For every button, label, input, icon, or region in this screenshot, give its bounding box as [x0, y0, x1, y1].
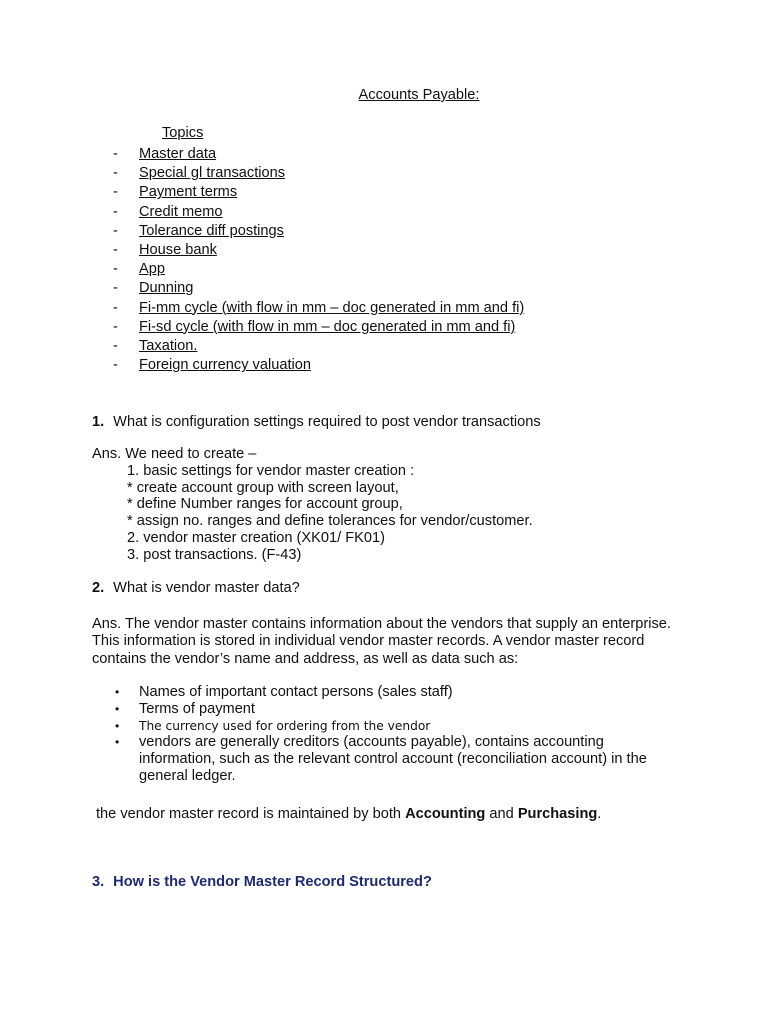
question-text: How is the Vendor Master Record Structured? — [113, 874, 432, 890]
list-item — [0, 718, 679, 735]
answer-line: 2. vendor master creation (XK01/ FK01) — [127, 529, 385, 546]
closing-sentence — [96, 806, 601, 822]
list-item — [0, 701, 679, 718]
dash-marker: - — [113, 222, 118, 239]
question-text: What is configuration settings required to post vendor transactions — [113, 414, 541, 430]
bullet-text: vendors are generally creditors (accounts payable), contains accounting information, such as the relevant control account (reconciliation account) in the general ledger. — [139, 734, 647, 784]
dash-marker: - — [113, 261, 118, 278]
topic-link[interactable]: Special gl transactions — [139, 165, 286, 182]
question-text: What is vendor master data? — [113, 580, 300, 596]
dash-marker: - — [113, 165, 118, 182]
topic-link[interactable]: Dunning — [139, 280, 194, 297]
closing-prefix: the vendor master record is maintained by both — [96, 806, 406, 822]
answer-1 — [92, 446, 533, 564]
question-2 — [92, 580, 300, 596]
question-3 — [92, 874, 432, 890]
topic-link[interactable]: App — [139, 261, 165, 278]
question-1 — [92, 414, 541, 430]
question-number: 2. — [92, 580, 105, 596]
dash-marker: - — [113, 184, 118, 201]
topic-link[interactable]: House bank — [139, 241, 217, 258]
dash-marker: - — [113, 241, 118, 258]
topic-link[interactable]: Master data — [139, 146, 217, 162]
closing-purchasing: Purchasing — [517, 806, 598, 822]
bullet-text: The currency used for ordering from the vendor — [139, 718, 431, 733]
topic-link[interactable]: Taxation. — [139, 337, 198, 354]
answer-2-bullets — [0, 684, 679, 785]
closing-mid: and — [485, 806, 518, 822]
bullet-text: Terms of payment — [139, 700, 255, 717]
dash-marker: - — [113, 203, 118, 220]
question-number: 3. — [92, 874, 105, 890]
dash-marker: - — [113, 280, 118, 297]
list-item — [0, 684, 679, 701]
topics-heading: Topics — [162, 125, 204, 141]
topic-link[interactable]: Foreign currency valuation — [139, 357, 311, 374]
answer-line: * assign no. ranges and define tolerances for vendor/customer. — [127, 513, 533, 530]
answer-2-paragraph: Ans. The vendor master contains information about the vendors that supply an enterprise. This information is stored in individual vendor master records. A vendor master record contains the vendor’s name and address, as well as data such as: — [92, 616, 671, 667]
bullet-marker: • — [115, 685, 120, 699]
topic-link[interactable]: Fi-sd cycle (with flow in mm – doc generated in mm and fi) — [139, 318, 516, 335]
answer-line: * create account group with screen layout, — [127, 479, 399, 496]
dash-marker: - — [113, 299, 118, 316]
closing-suffix: . — [597, 806, 602, 822]
list-item — [0, 734, 679, 784]
answer-line: * define Number ranges for account group, — [127, 496, 403, 513]
topic-link[interactable]: Fi-mm cycle (with flow in mm – doc generated in mm and fi) — [139, 299, 525, 316]
topic-link[interactable]: Credit memo — [139, 203, 223, 220]
dash-marker: - — [113, 337, 118, 354]
answer-intro: Ans. We need to create – — [92, 446, 257, 462]
page-title: Accounts Payable: — [358, 87, 480, 103]
bullet-marker: • — [115, 718, 120, 733]
dash-marker: - — [113, 146, 118, 162]
bullet-text: Names of important contact persons (sales staff) — [139, 684, 453, 700]
closing-accounting: Accounting — [405, 806, 486, 822]
topic-link[interactable]: Tolerance diff postings — [139, 222, 284, 239]
bullet-marker: • — [115, 701, 120, 716]
question-number: 1. — [92, 414, 105, 430]
topic-link[interactable]: Payment terms — [139, 184, 238, 201]
dash-marker: - — [113, 357, 118, 374]
answer-line: 3. post transactions. (F-43) — [127, 546, 302, 563]
answer-line: 1. basic settings for vendor master creation : — [127, 462, 415, 479]
bullet-marker: • — [115, 735, 120, 750]
dash-marker: - — [113, 318, 118, 335]
